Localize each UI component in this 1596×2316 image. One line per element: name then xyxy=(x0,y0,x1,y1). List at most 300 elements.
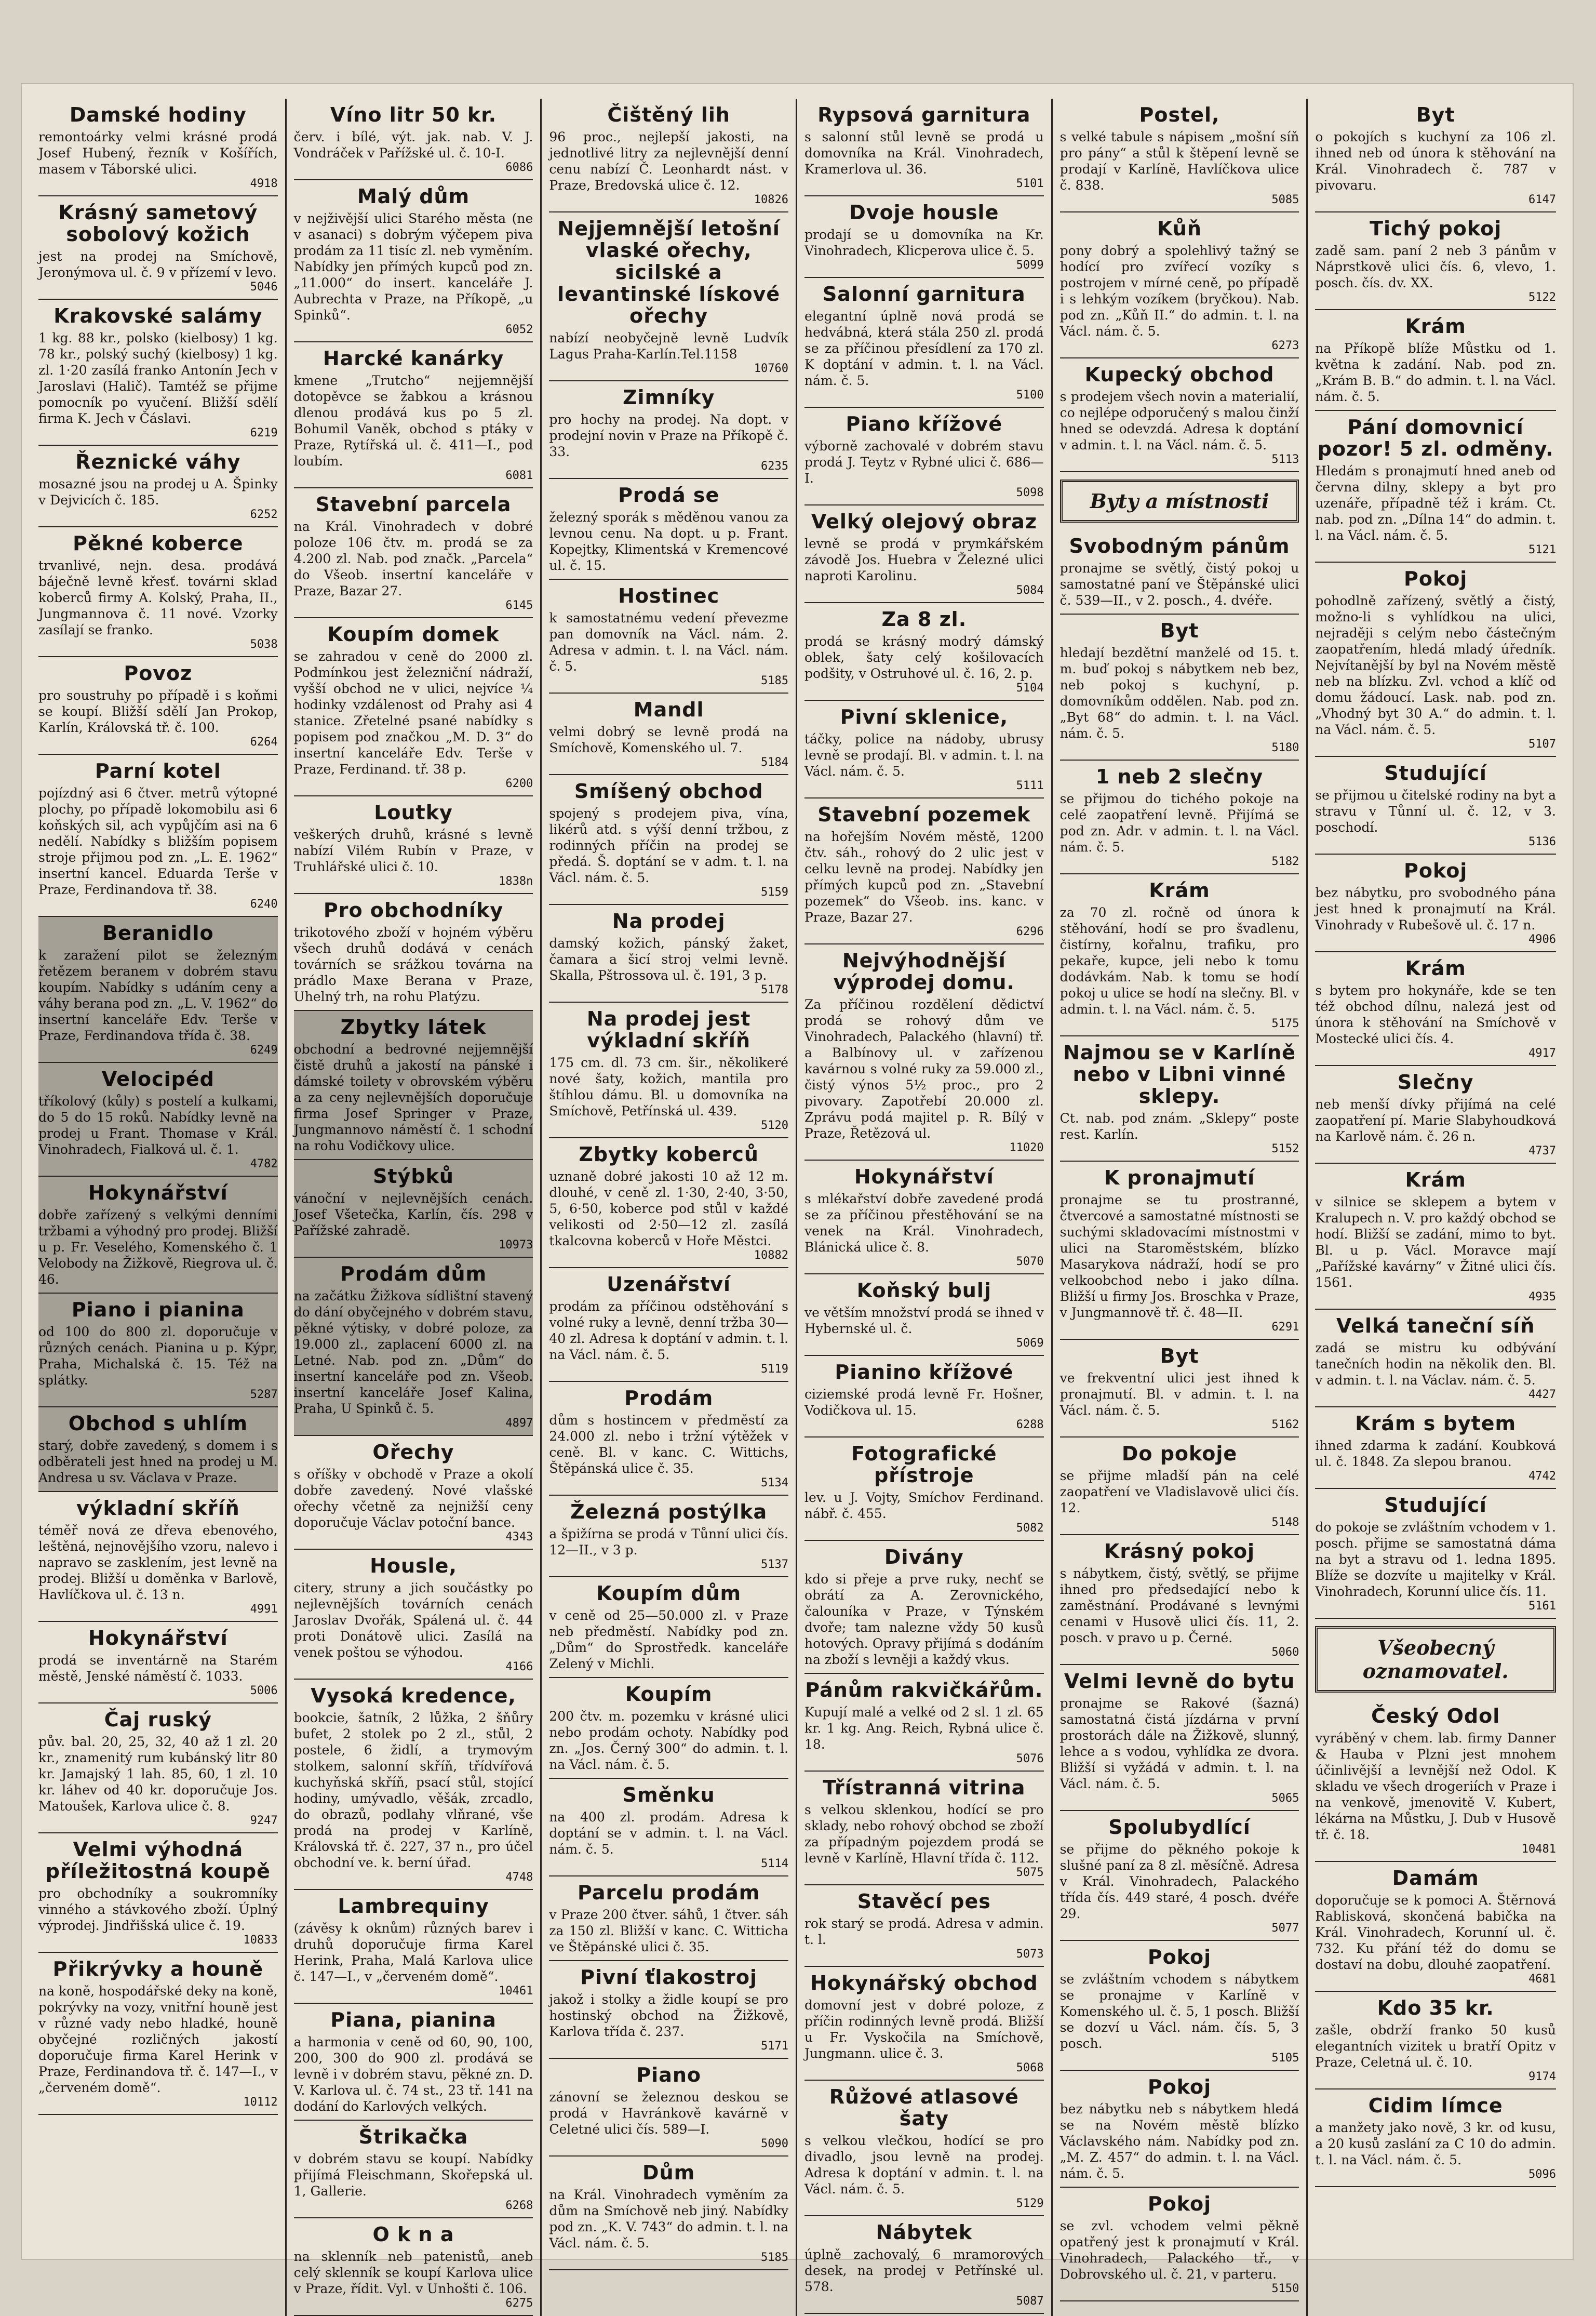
ad-heading: Studující xyxy=(1384,762,1487,784)
ad-heading: Růžové atlasové šaty xyxy=(829,2085,1019,2130)
ad-number: 4427 xyxy=(1528,1388,1556,1401)
classified-ad xyxy=(38,1177,278,1294)
classified-ad xyxy=(804,505,1044,603)
ad-number: 5090 xyxy=(761,2137,788,2150)
ad-heading: Hokynářství xyxy=(88,1181,228,1204)
ad-number: 5104 xyxy=(1016,682,1044,695)
ad-text: levně se prodá v prymkářském závodě Jos. Huebra v Železné ulici naproti Karolinu. xyxy=(804,536,1044,583)
ad-text: na Příkopě blíže Můstku od 1. května k zadání. Nab. pod zn. „Krám B. B.“ do admin. t. l. na Václ. nám. č. 5. xyxy=(1315,341,1556,404)
ad-text: Za příčinou rozdělení dědictví prodá se rohový dům ve Vinohradech, Palackého (hlavní) tř. a Balbínovy ul. v zařízenou kavárnou s volné ruky za 59.000 zl., čistý výnos 5½ proc., pro 2 pivovary. Zapotřebí 20.000 zl. Zprávu podá majitel p. R. Bílý v Praze, Řetězová ul. xyxy=(804,997,1044,1141)
ad-heading: Prodám dům xyxy=(340,1262,487,1285)
ad-number: 5119 xyxy=(761,1363,788,1376)
classified-ad xyxy=(294,180,533,342)
ad-number: 4166 xyxy=(505,1660,533,1673)
ad-text: prodá se inventárně na Starém městě, Jenské náměstí č. 1033. xyxy=(38,1653,278,1684)
ad-number: 4737 xyxy=(1528,1144,1556,1157)
ad-text: s salonní stůl levně se prodá u domovníka na Král. Vinohradech, Kramerlova ul. 36. xyxy=(804,129,1044,177)
ad-text: s bytem pro hokynáře, kde se ten též obchod dílnu, nalezá jest od února k stěhování na Smíchově v Mostecké ulici čís. 4. xyxy=(1315,983,1556,1046)
ad-text: 200 čtv. m. pozemku v krásné ulici nebo prodám ochoty. Nabídky pod zn. „Jos. Černý 300“ do admin. t. l. na Václ. nám. č. 5. xyxy=(549,1709,788,1772)
classified-ad xyxy=(549,479,788,580)
ad-heading: Nejvýhodnější výprodej domu. xyxy=(833,949,1015,994)
classified-ad xyxy=(549,2157,788,2270)
ad-number: 4343 xyxy=(505,1530,533,1543)
ad-number: 1838n xyxy=(499,875,533,888)
column-6 xyxy=(1308,99,1563,2316)
ad-number: 5077 xyxy=(1271,1922,1299,1935)
classified-ad xyxy=(549,1138,788,1268)
classified-ad xyxy=(1060,2071,1299,2188)
ad-heading: Pání domovnicí pozor! 5 zl. odměny. xyxy=(1317,416,1554,460)
ad-number: 5073 xyxy=(1016,1948,1044,1961)
ad-number: 5070 xyxy=(1016,1255,1044,1268)
classified-ad xyxy=(1060,212,1299,358)
ad-text: pohodlně zařízený, světlý a čistý, možno-li s vyhlídkou na ulici, nejraději s celým nebo částečným zaopatřením, hledá mladý úředník. Nejvítanější by byl na Novém městě neb na blízku. Zvl. vchod a klíč od domu žádoucí. Lask. nab. pod zn. „Vhodný byt 30 A.“ do admin. t. l. na Václ. nám. č. 5. xyxy=(1315,593,1556,737)
ad-heading: Damské hodiny xyxy=(69,103,247,126)
ad-number: 5038 xyxy=(250,638,278,651)
ad-number: 5006 xyxy=(250,1684,278,1697)
ad-number: 6052 xyxy=(505,323,533,336)
ad-text: k samostatnému vedení převezme pan domovník na Václ. nám. 2. Adresa v admin. t. l. na Václ. nám. č. 5. xyxy=(549,610,788,674)
ad-number: 5100 xyxy=(1016,389,1044,402)
classified-ad xyxy=(1315,1310,1556,1407)
classified-ad xyxy=(38,917,278,1063)
ad-number: 5111 xyxy=(1016,779,1044,792)
ad-heading: Byt xyxy=(1160,619,1199,642)
ad-text: lev. u J. Vojty, Smíchov Ferdinand. nábř. č. 455. xyxy=(804,1490,1044,1521)
ad-text: a manžety jako nově, 3 kr. od kusu, a 20 kusů zaslání za C 10 do admin. t. l. na Václ. nám. č. 5. xyxy=(1315,2120,1556,2167)
ad-text: do pokoje se zvláštním vchodem v 1. posch. přijme se samostatná dáma na byt a stravu od 1. ledna 1895. Blíže se dozvíte u majitelky v Král. Vinohradech, Korunní ulice čís. 11. xyxy=(1315,1520,1556,1599)
ad-text: ve frekventní ulici jest ihned k pronajmutí. Bl. v admin. t. l. na Václ. nám. č. 5. xyxy=(1059,1370,1299,1418)
ad-text: červ. i bílé, výt. jak. nab. V. J. Vondráček v Pařížské ul. č. 10-I. xyxy=(293,129,533,161)
classified-ad xyxy=(1060,615,1299,761)
ad-heading: Stýbků xyxy=(373,1165,454,1188)
ad-heading: Beranidlo xyxy=(102,922,214,944)
classified-ad xyxy=(1060,2188,1299,2301)
ad-heading: Ořechy xyxy=(372,1441,454,1463)
ad-text: se přijme mladší pán na celé zaopatření ve Vladislavově ulici čís. 12. xyxy=(1059,1468,1299,1515)
classified-ad xyxy=(1315,99,1556,212)
classified-ad xyxy=(294,2218,533,2316)
ad-number: 6219 xyxy=(250,427,278,440)
ad-text: ciziemské prodá levně Fr. Hošner, Vodičkova ul. 15. xyxy=(804,1387,1044,1418)
classified-ad xyxy=(294,1011,533,1160)
ad-heading: Koňský bulj xyxy=(856,1279,991,1302)
ad-text: k zaražení pilot se železným řetězem beranem v dobrém stavu koupím. Nabídky s udáním ceny a váhy berana pod zn. „L. V. 1962“ do insertní kanceláře Edv. Terše v Praze, Ferdinandova třída č. 38. xyxy=(38,948,278,1043)
ad-heading: Mandl xyxy=(633,698,704,721)
classified-ad xyxy=(38,1703,278,1833)
ad-number: 5113 xyxy=(1271,453,1299,466)
ad-text: Kupují malé a velké od 2 sl. 1 zl. 65 kr. 1 kg. Ang. Reich, Rybná ulice č. 18. xyxy=(804,1705,1044,1752)
ad-heading: Velocipéd xyxy=(101,1068,214,1090)
ad-number: 4897 xyxy=(505,1417,533,1430)
ad-number: 5099 xyxy=(1016,259,1044,272)
ad-text: pony dobrý a spolehlivý tažný se hodící pro zvířecí vozíky s postrojem v mírné ceně, po případě i s lehkým vozíkem (bryčkou). Nab. pod zn. „Kůň II.“ do admin. t. l. na Václ. nám. č. 5. xyxy=(1059,243,1299,339)
ad-number: 6249 xyxy=(250,1044,278,1057)
classified-ad xyxy=(294,1258,533,1436)
ad-text: damský kožich, pánský žaket, čamara a šicí stroj velmi levně. Skalla, Pštrossova ul. č. 191, 3 p. xyxy=(549,936,788,983)
ad-text: s velkou sklenkou, hodící se pro sklady, nebo rohový obchod se zboží za případným pojezdem prodá se levně v Karlíně, Hlavní třída č. 112. xyxy=(804,1802,1044,1866)
ad-number: 6147 xyxy=(1528,193,1556,206)
ad-heading: Byt xyxy=(1160,1345,1199,1367)
classified-ad xyxy=(294,488,533,618)
ad-heading: Piano xyxy=(636,2064,701,2086)
ad-heading: Hokynářství xyxy=(88,1627,228,1649)
ad-number: 5178 xyxy=(761,983,788,996)
ad-number: 5136 xyxy=(1528,835,1556,848)
classified-ad xyxy=(549,694,788,775)
classified-ad xyxy=(1315,212,1556,310)
ad-heading: Dům xyxy=(642,2161,695,2184)
ad-text: vyráběný v chem. lab. firmy Danner & Hauba v Plzni jest mnohem účinlivější a levnější než Odol. K skladu ve všech drogeriích v Praze i na venkově, jmenovitě V. Kubert, lékárna na Můstku, J. Dub v Husově tř. č. 18. xyxy=(1315,1731,1556,1842)
ad-number: 5046 xyxy=(250,281,278,294)
ad-text: se zvláštním vchodem s nábytkem se pronajme v Karlíně v Komenského ul. č. 5, 1 posch. Bližší se dozví u Václ. nám. čís. 5, 3 posch. xyxy=(1059,1972,1299,2051)
ad-text: se přijmou do tichého pokoje na celé zaopatření levně. Přijímá se pod zn. Adr. v admin. t. l. na Václ. nám. č. 5. xyxy=(1059,791,1299,855)
classified-ad xyxy=(1315,1700,1556,1862)
ad-heading: Řeznické váhy xyxy=(75,450,241,473)
ad-text: kmene „Trutcho“ nejjemnější dotopěvce se žabkou a krásnou dlenou prodává kus po 5 zl. Bohumil Vaněk, obchod s ptáky v Praze, Rytířská ul. č. 411—I., pod loubím. xyxy=(293,373,533,469)
ad-text: s velké tabule s nápisem „mošní síň pro pány“ a stůl k štěpení levně se prodají v Karlíně, Havlíčkova ulice č. 838. xyxy=(1059,129,1299,193)
ad-number: 6264 xyxy=(250,736,278,749)
ad-text: veškerých druhů, krásné s levně nabízí Vilém Rubín v Praze, v Truhlářské ulici č. 10. xyxy=(293,827,533,874)
ad-number: 6291 xyxy=(1271,1321,1299,1334)
ad-heading: Damám xyxy=(1392,1867,1479,1889)
ad-heading: Pánům rakvičkářům. xyxy=(805,1679,1043,1701)
classified-ad xyxy=(294,2004,533,2121)
ad-number: 5121 xyxy=(1528,543,1556,556)
ad-number: 10112 xyxy=(243,2096,278,2109)
ad-number: 10461 xyxy=(499,1985,533,1998)
ad-text: pojízdný asi 6 čtver. metrů výtopné plochy, po případě lokomobilu asi 6 koňských sil, ach vypůjčím asi na 6 nedělí. Nabídky s bližším popisem stroje přijmou pod zn. „L. E. 1962“ insertní kancel. Eduarda Terše v Praze, Ferdinandova tř. 38. xyxy=(38,786,278,897)
ad-heading: Parní kotel xyxy=(95,760,221,782)
ad-number: 5120 xyxy=(761,1119,788,1132)
ad-number: 5185 xyxy=(761,2251,788,2264)
ad-heading: Kůň xyxy=(1157,217,1202,240)
classified-ad xyxy=(549,212,788,381)
ad-number: 5076 xyxy=(1016,1752,1044,1765)
ad-text: pro hochy na prodej. Na dopt. v prodejní novin v Praze na Příkopě č. 33. xyxy=(549,412,788,459)
classified-ad xyxy=(1060,99,1299,212)
ad-text: pronajme se světlý, čistý pokoj u samostatné paní ve Štěpánské ulici č. 539—II., v 2. posch., 4. dvéře. xyxy=(1059,561,1299,608)
ad-text: pro obchodníky a soukromníky vinného a stávkového zboží. Úplný výprodej. Jindřišská ulice č. 19. xyxy=(38,1886,278,1933)
ad-heading: Pokoj xyxy=(1147,1946,1212,1968)
ad-number: 5082 xyxy=(1016,1522,1044,1535)
ad-text: na koně, hospodářské deky na koně, pokrývky na vozy, vnitřní houně jest v různé vady nebo hladké, houně obyčejné rozličných jakostí doporučuje firma Karel Herink v Praze, Ferdinandova tř. č. 147—I., v „červeném domě“. xyxy=(38,1984,278,2095)
ad-number: 5161 xyxy=(1528,1600,1556,1613)
ad-text: kdo si přeje a prve ruky, nechť se obrátí za A. Zerovnického, čalouníka v Praze, v Týnském dvoře; tam nalezne vždy 50 kusů hotových. Opravy přijímá s dodáním na zboží s levněji a každý vkus. xyxy=(804,1572,1044,1667)
ad-number: 6296 xyxy=(1016,925,1044,938)
ad-number: 5122 xyxy=(1528,291,1556,304)
ad-heading: Krám xyxy=(1405,957,1466,980)
ad-text: úplně zachovalý, 6 mramorových desek, na prodej v Petřínské ul. 578. xyxy=(804,2247,1044,2294)
ad-number: 5171 xyxy=(761,2040,788,2053)
ad-heading: Přikrývky a houně xyxy=(52,1958,263,1980)
ad-number: 10833 xyxy=(243,1934,278,1947)
ad-heading: Studující xyxy=(1384,1494,1487,1516)
classified-ad xyxy=(549,1577,788,1678)
ad-text: s nábytkem, čistý, světlý, se přijme ihned pro předsedající nebo k zaměstnání. Prodávané s levnými cenami v Husově ulici čís. 11, 2. posch. v pravo u p. Černé. xyxy=(1059,1566,1299,1645)
classified-ad xyxy=(294,1160,533,1258)
ad-text: trvanlivé, nejn. desa. prodává báječně levně křesť. továrni sklad koberců firmy A. Kolský, Praha, II., Jungmannova č. 11 nové. Vzorky zasílají se franko. xyxy=(38,558,278,637)
column-5 xyxy=(1053,99,1308,2316)
classified-ad xyxy=(804,1356,1044,1437)
classified-ad xyxy=(549,775,788,905)
classified-ad xyxy=(294,1680,533,1890)
ad-heading: Pro obchodníky xyxy=(323,899,504,922)
ad-heading: Krakovské salámy xyxy=(53,304,263,327)
ad-heading: Svobodným pánům xyxy=(1069,535,1290,557)
ad-number: 10826 xyxy=(754,193,788,206)
ad-number: 5075 xyxy=(1016,1866,1044,1879)
ad-heading: Nejjemnější letošní vlaské ořechy, sicilské a levantinské lískové ořechy xyxy=(557,217,781,327)
column-1 xyxy=(31,99,287,2316)
ad-text: pronajme se Rakové (šazná) samostatná čistá jízdárna v první prostorách dále na Žižkově, slunný, lehce a s vodou, vyhlídka ze dvora. Bližší si vyžádá v admin. t. l. na Václ. nám. č. 5. xyxy=(1059,1696,1299,1791)
classified-ad xyxy=(38,1953,278,2115)
ad-text: v Praze 200 čtver. sáhů, 1 čtver. sáh za 150 zl. Bližší v kanc. C. Witticha ve Štěpánské ulici č. 35. xyxy=(549,1907,788,1954)
ad-text: citery, struny a jich součástky po nejlevnějších továrních cenách Jaroslav Dvořák, Spálená ul. č. 44 proti Donátově ulici. Zasílá na venek poštou se výhodou. xyxy=(293,1580,533,1660)
ad-text: výborně zachovalé v dobrém stavu prodá J. Teytz v Rybné ulici č. 686—I. xyxy=(804,438,1044,486)
classified-ad xyxy=(1315,310,1556,411)
newspaper-page xyxy=(21,83,1574,2310)
ad-heading: Zbytky látek xyxy=(340,1016,487,1039)
ad-heading: Hostinec xyxy=(618,584,720,607)
classified-ad xyxy=(38,1622,278,1703)
classified-ad xyxy=(1315,2089,1556,2187)
ad-number: 4782 xyxy=(250,1157,278,1170)
ad-text: bez nábytku neb s nábytkem hledá se na Novém městě blízko Václavského nám. Nabídky pod zn. „M. Z. 457“ do admin. t. l. na Václ. nám. č. 5. xyxy=(1059,2101,1299,2181)
ad-number: 6086 xyxy=(505,161,533,174)
column-4 xyxy=(797,99,1053,2316)
ad-heading: Krám xyxy=(1149,879,1210,902)
ad-number: 5152 xyxy=(1271,1142,1299,1155)
ad-text: s prodejem všech novin a materialií, co nejlépe odporučený s malou činží hned se odevzdá. Adresa k doptání v admin. t. l. na Václ. nám. č. 5. xyxy=(1059,389,1299,452)
ad-text: v nejživější ulici Starého města (ne v asanaci) s dobrým výčepem piva prodám za 11 tisíc zl. neb vyměním. Nabídky jen přímých kupců pod zn. „11.000“ do insert. kanceláře J. Aubrechta v Praze, na Příkopě, „u Spinků“. xyxy=(293,211,533,323)
ad-number: 5065 xyxy=(1271,1792,1299,1805)
classified-ad xyxy=(804,1772,1044,1885)
ad-heading: Kdo 35 kr. xyxy=(1377,1996,1494,2019)
ad-heading: K pronajmutí xyxy=(1104,1166,1255,1189)
ad-heading: Koupím domek xyxy=(327,623,500,646)
classified-ad xyxy=(294,2121,533,2218)
ad-text: dobře zařízený s velkými denními tržbami a výhodný pro prodej. Bližší u p. Fr. Veselého, Komenského č. 1 Velobody na Žižkově, Riegrova ul. č. 46. xyxy=(38,1207,278,1287)
ad-heading: Pokoj xyxy=(1147,2192,1212,2215)
ad-text: se zahradou v ceně do 2000 zl. Podmínkou jest železniční nádraží, vyšší obchod ne v ulici, nejvíce ¼ hodinky vzdálenost od Prahy asi 4 stanice. Zřetelné psané nabídky s popisem pod značkou „M. D. 3“ do insertní kanceláře Edv. Terše v Praze, Ferdinand. tř. 38 p. xyxy=(293,649,533,777)
classified-ad xyxy=(804,1541,1044,1674)
ad-number: 6200 xyxy=(505,777,533,790)
classified-ad xyxy=(38,1063,278,1177)
ad-heading: Salonní garnitura xyxy=(822,283,1026,305)
classified-ad xyxy=(804,701,1044,798)
ad-text: pronajme se tu prostranné, čtvercové a samostatné místnosti se suchými skladovacími místnostmi v ulici na Staroměstském, blízko Masarykova nádraží, hodí se pro velkoobchod nebo i jako dílna. Bližší u firmy Jos. Broschka v Praze, v Jungmannově tř. č. 48—II. xyxy=(1059,1192,1299,1320)
ad-number: 9247 xyxy=(250,1814,278,1827)
ad-text: jest na prodej na Smíchově, Jeronýmova ul. č. 9 v přízemí v levo. xyxy=(38,249,278,280)
ad-heading: Najmou se v Karlíně nebo v Libni vinné sklepy. xyxy=(1063,1041,1296,1108)
ad-heading: Divány xyxy=(884,1546,964,1568)
ad-heading: Kupecký obchod xyxy=(1084,363,1275,386)
ad-heading: Byt xyxy=(1416,103,1455,126)
ad-number: 6235 xyxy=(761,460,788,473)
ad-heading: Malý dům xyxy=(357,185,470,208)
classified-ad xyxy=(804,798,1044,944)
classified-ad xyxy=(549,2059,788,2157)
ad-heading: Třístranná vitrina xyxy=(823,1776,1026,1799)
ad-number: 5159 xyxy=(761,886,788,899)
ad-text: 96 proc., nejlepší jakosti, na jednotlivé litry za nejlevnější denní cenu nabízí Č. Leonhardt nást. v Praze, Bredovská ulice č. 12. xyxy=(549,129,788,193)
ad-heading: Prodá se xyxy=(618,484,720,507)
classified-ad xyxy=(38,1833,278,1953)
ad-number: 5060 xyxy=(1271,1646,1299,1659)
ad-number: 5184 xyxy=(761,756,788,769)
classified-ad xyxy=(804,1674,1044,1772)
ad-text: bookcie, šatník, 2 lůžka, 2 šňůry bufet, 2 stolek po 2 zl., stůl, 2 postele, 6 židlí, a trymovým stolkem, salonní skříň, třídvířová kuchyňská skříň, psací stůl, stojící hodiny, umývadlo, věšák, zrcadlo, do obrazů, podlahy vlňrané, vše prodá na prodej v Karlíně, Královská tř. č. 227, 37 n., pro účel obchodní ve. k. berní úřad. xyxy=(293,1710,533,1870)
ad-heading: Pianino křížové xyxy=(835,1361,1014,1383)
classified-ad xyxy=(38,196,278,300)
ad-text: Ct. nab. pod znám. „Sklepy“ poste rest. Karlín. xyxy=(1059,1111,1299,1142)
ad-text: od 100 do 800 zl. doporučuje v různých cenách. Pianina u p. Kýpr, Praha, Michalská č. 15. Též na splátky. xyxy=(38,1324,278,1388)
ad-heading: Lambrequiny xyxy=(338,1895,489,1918)
ad-number: 10760 xyxy=(754,362,788,375)
ad-heading: Na prodej xyxy=(612,910,726,933)
classified-ad xyxy=(804,408,1044,505)
ad-heading: Pokoj xyxy=(1147,2075,1212,2098)
ad-number: 5129 xyxy=(1016,2197,1044,2210)
ad-heading: Směnku xyxy=(622,1783,715,1806)
ad-heading: Nábytek xyxy=(876,2221,973,2244)
classified-ad xyxy=(1060,358,1299,472)
ad-number: 5150 xyxy=(1271,2282,1299,2295)
ad-heading: Pivní sklenice, xyxy=(840,706,1009,728)
ad-number: 5087 xyxy=(1016,2295,1044,2308)
ad-heading: 1 neb 2 slečny xyxy=(1095,765,1264,788)
ad-heading: Do pokoje xyxy=(1121,1442,1238,1465)
classified-ad xyxy=(1315,1489,1556,1619)
ad-number: 6268 xyxy=(505,2199,533,2212)
classified-ad xyxy=(294,342,533,488)
ad-text: jakož i stolky a židle koupí se pro hostinský obchod na Žižkově, Karlova třída č. 237. xyxy=(549,1992,788,2039)
ad-heading: Spolubydlící xyxy=(1108,1816,1251,1839)
ad-heading: Krám xyxy=(1405,1168,1466,1191)
ad-text: na začátku Žižkova sídlištní stavený do dání obyčejného v dobrém stavu, pěkné výtisky, v dobré poloze, za 19.000 zl., zaplacení 6000 zl. na Letné. Nab. pod zn. „Dům“ do insertní kanceláře pod zn. Všeob. insertní kanceláře Josef Kalina, Praha, U Spinků č. 5. xyxy=(293,1288,533,1416)
classified-ad xyxy=(804,2216,1044,2314)
classified-ad xyxy=(38,446,278,527)
classified-ad xyxy=(804,2081,1044,2216)
ad-number: 10882 xyxy=(754,1249,788,1262)
ad-number: 6081 xyxy=(505,469,533,482)
ad-text: remontoárky velmi krásné prodá Josef Hubený, řezník v Košířích, masem v Táborské ulici. xyxy=(38,129,278,177)
ad-number: 6288 xyxy=(1016,1418,1044,1431)
ad-number: 4742 xyxy=(1528,1470,1556,1483)
ad-text: v dobrém stavu se koupí. Nabídky přijímá Fleischmann, Skořepská ul. 1, Gallerie. xyxy=(293,2151,533,2199)
classified-ad xyxy=(1315,1066,1556,1164)
classified-ad xyxy=(549,1678,788,1779)
classified-ad xyxy=(804,603,1044,701)
ad-text: na Král. Vinohradech vyměním za dům na Smíchově neb jiný. Nabídky pod zn. „K. V. 743“ do admin. t. l. na Václ. nám. č. 5. xyxy=(549,2187,788,2251)
classified-ad xyxy=(804,99,1044,196)
classified-ad xyxy=(549,580,788,694)
classified-ad xyxy=(1315,411,1556,563)
ad-number: 9174 xyxy=(1528,2070,1556,2083)
classified-ad xyxy=(549,1268,788,1382)
classified-ad xyxy=(804,1274,1044,1356)
classified-ad xyxy=(1060,1941,1299,2071)
classified-ad xyxy=(1060,1811,1299,1941)
ad-heading: Pokoj xyxy=(1403,859,1468,882)
ad-number: 4918 xyxy=(250,177,278,190)
ad-heading: Železná postýlka xyxy=(570,1500,768,1523)
ad-heading: Housle, xyxy=(370,1554,457,1577)
classified-ad xyxy=(294,1436,533,1550)
ad-text: prodám za příčinou odstěhování s volné ruky a levně, denní tržba 30—40 zl. Adresa k doptání v admin. t. l. na Václ. nám. č. 5. xyxy=(549,1299,788,1362)
classified-ad xyxy=(804,1967,1044,2081)
classified-ad xyxy=(1060,1162,1299,1340)
ad-text: prodají se u domovníka na Kr. Vinohradech, Klicperova ulice č. 5. xyxy=(804,227,1044,258)
ad-text: starý, dobře zavedený, s domem i s odběrateli jest hned na prodej u M. Andresa u sv. Václava v Praze. xyxy=(38,1438,278,1485)
ad-heading: Hokynářský obchod xyxy=(810,1972,1038,1994)
ad-number: 10973 xyxy=(499,1239,533,1252)
classified-ad xyxy=(804,944,1044,1161)
ad-heading: Čištěný lih xyxy=(607,103,730,126)
ad-number: 5175 xyxy=(1271,1017,1299,1030)
ad-heading: Rypsová garnitura xyxy=(817,103,1031,126)
classified-ad xyxy=(1315,1992,1556,2089)
classified-ad xyxy=(294,894,533,1011)
ad-text: s mlékařství dobře zavedené prodá se za příčinou přestěhování se na venek na Král. Vinohradech, Blánická ulice č. 8. xyxy=(804,1191,1044,1255)
ad-text: táčky, police na nádoby, ubrusy levně se prodají. Bl. v admin. t. l. na Václ. nám. č. 5. xyxy=(804,731,1044,779)
classified-ad xyxy=(549,905,788,1003)
ad-number: 11020 xyxy=(1009,1141,1044,1154)
ad-number: 4906 xyxy=(1528,933,1556,946)
classified-ad xyxy=(294,618,533,796)
ad-number: 5068 xyxy=(1016,2061,1044,2074)
ad-heading: Krám xyxy=(1405,315,1466,338)
classified-ad xyxy=(1060,761,1299,874)
classified-ad xyxy=(38,1407,278,1492)
classified-ad xyxy=(549,1961,788,2059)
ad-text: prodá se krásný modrý dámský oblek, šaty celý košilovacích podšity, v Ostruhové ul. č. 16, 2. p. xyxy=(804,634,1044,681)
ad-heading: Postel, xyxy=(1139,103,1220,126)
classified-ad xyxy=(38,657,278,755)
classified-ad xyxy=(804,196,1044,278)
ad-heading: Pivní ťlakostroj xyxy=(580,1966,758,1989)
ad-heading: Pěkné koberce xyxy=(73,532,244,555)
ad-heading: Koupím xyxy=(625,1683,713,1706)
ad-text: zašle, obdrží franko 50 kusů elegantních vizitek u bratří Opitz v Praze, Celetná ul. č. 10. xyxy=(1315,2022,1556,2070)
ad-number: 5069 xyxy=(1016,1337,1044,1350)
ad-text: v ceně od 25—50.000 zl. v Praze neb předměstí. Nabídky pod zn. „Dům“ do Sprostředk. kanceláře Zelený v Michli. xyxy=(549,1608,788,1671)
ad-text: zánovní se železnou deskou se prodá v Havránkově kavárně v Celetné ulici čís. 589—I. xyxy=(549,2089,788,2137)
ad-heading: Zbytky koberců xyxy=(579,1143,759,1166)
ad-text: železný sporák s měděnou vanou za levnou cenu. Na dopt. u p. Frant. Kopejtky, Klimentská v Kremencové ul. č. 15. xyxy=(549,510,788,573)
ad-number: 5096 xyxy=(1528,2168,1556,2181)
ad-heading: Krásný pokoj xyxy=(1104,1540,1255,1563)
ad-heading: Český Odol xyxy=(1371,1705,1500,1727)
ad-heading: Velká taneční síň xyxy=(1336,1314,1535,1337)
classified-ad xyxy=(294,1550,533,1680)
ad-heading: Stavební pozemek xyxy=(817,803,1031,826)
ad-heading: Piano i pianina xyxy=(71,1298,245,1321)
ad-text: ihned zdarma k zadání. Koubková ul. č. 1848. Za slepou branou. xyxy=(1315,1438,1556,1469)
ad-text: spojený s prodejem piva, vína, likérů atd. s výší denní tržbou, z rodinných příčin na prodej se předá. Š. doptání se v adm. t. l. na Václ. nám. č. 5. xyxy=(549,806,788,885)
section-header: Byty a místnosti xyxy=(1060,480,1299,523)
ad-text: mosazné jsou na prodej u A. Špinky v Dejvicích č. 185. xyxy=(38,476,278,508)
ad-number: 6275 xyxy=(505,2297,533,2310)
section-header: Všeobecný oznamovatel. xyxy=(1315,1626,1556,1693)
ad-text: se zvl. vchodem velmi pěkně opatřený jest k pronajmutí v Král. Vinohradech, Palackého tř., v Dobrovského ul. č. 21, v parteru. xyxy=(1059,2218,1299,2282)
ad-text: s oříšky v obchodě v Praze a okolí dobře zavedený. Nové vlašské ořechy včetně za nejnižší ceny doporučuje Václav potoční bance. xyxy=(293,1467,533,1530)
ad-heading: Piana, pianina xyxy=(330,2008,497,2031)
ad-text: na hořejším Novém městě, 1200 čtv. sáh., rohový do 2 ulic jest v celku levně na prodej. Nabídky jen přímých kupců pod zn. „Stavební pozemek“ do Všeob. ins. kanc. v Praze, Bazar 27. xyxy=(804,829,1044,925)
ad-number: 5180 xyxy=(1271,741,1299,754)
classified-ad xyxy=(1315,757,1556,855)
